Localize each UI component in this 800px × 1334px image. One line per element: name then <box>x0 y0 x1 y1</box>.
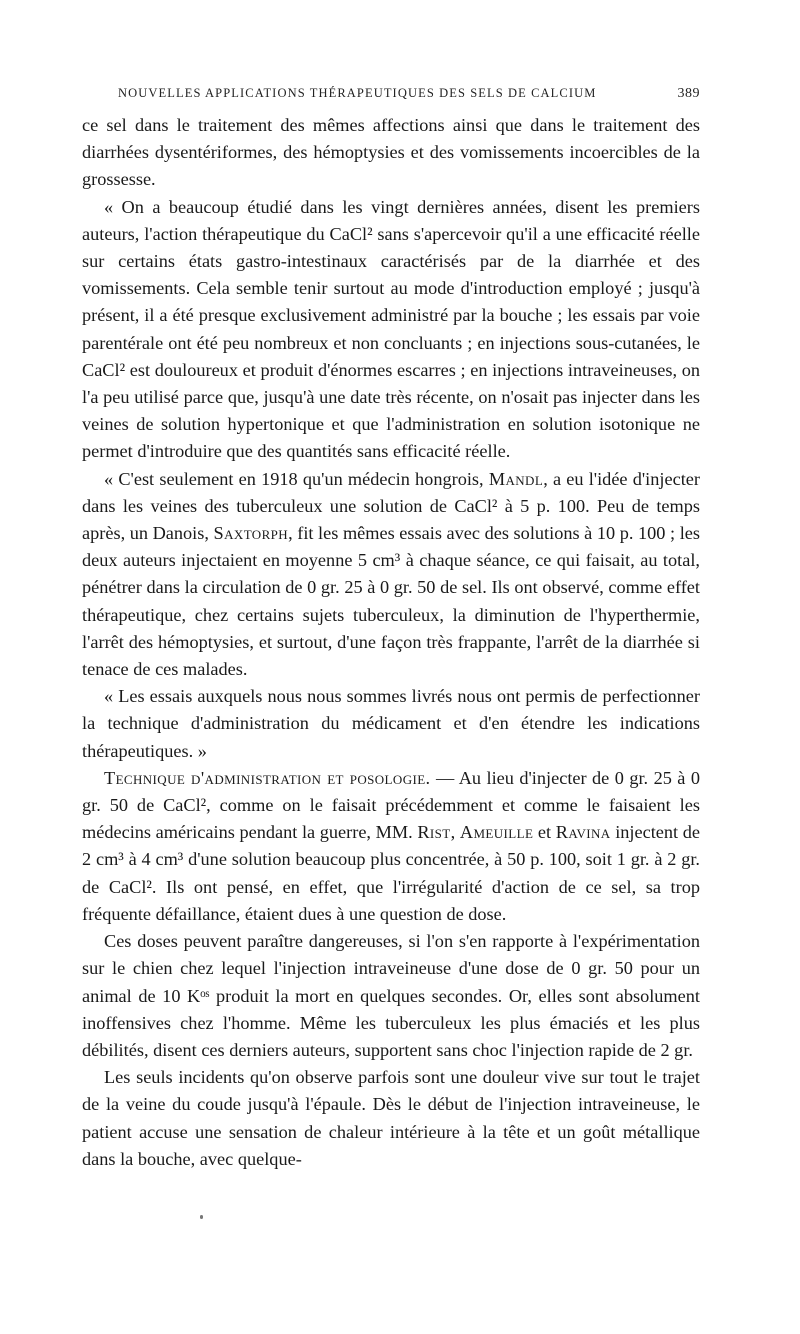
paragraph-5 <box>82 765 700 928</box>
paragraph-3-text-c: , fit les mêmes essais avec des solutions à 10 p. 100 ; les deux auteurs injectaient en moyenne 5 cm³ à chaque séance, ce qui faisait, au total, pénétrer dans la circulation de 0 gr. 25 à 0 gr. 50 de sel. Ils ont observé, comme effet thérapeutique, chez certains sujets tuberculeux, la diminution de l'hyperthermie, l'arrêt des hémoptysies, et surtout, d'une façon très frappante, l'arrêt de la diarrhée si tenace de ces malades. <box>82 523 700 680</box>
body-text <box>82 112 700 1173</box>
paragraph-6: Ces doses peuvent paraître dangereuses, si l'on s'en rapporte à l'expérimentation sur le chien chez lequel l'injection intraveineuse d'une dose de 0 gr. 50 pour un animal de 10 Kᵒˢ produit la mort en quelques secondes. Or, elles sont absolument inoffensives chez l'homme. Même les tuberculeux les plus émaciés et les plus débilités, disent ces derniers auteurs, supportent sans choc l'injection rapide de 2 gr. <box>82 931 700 1060</box>
paragraph-2: « On a beaucoup étudié dans les vingt dernières années, disent les premiers auteurs, l'action thérapeutique du CaCl² sans s'apercevoir qu'il a une efficacité réelle sur certains états gastro-intestinaux caractérisés par de la diarrhée et des vomissements. Cela semble tenir surtout au mode d'introduction employé ; jusqu'à présent, il a été presque exclusivement administré par la bouche ; les essais par voie parentérale ont été peu nombreux et non concluants ; en injections sous-cutanées, le CaCl² est douloureux et produit d'énormes escarres ; en injections intraveineuses, on l'a peu utilisé parce que, jusqu'à une date très récente, on n'osait pas injecter dans les veines de solution hypertonique et que l'administration en solution isotonique ne permet d'introduire que des quantités sans efficacité réelle. <box>82 196 700 462</box>
paragraph-3-text-b: , a eu l'idée d'injecter dans les veines des tuberculeux une solution de CaCl² à 5 p. 100. Peu de temps après, un Danois, <box>82 468 700 544</box>
author-name-saxtorph: Saxtorph <box>213 523 289 544</box>
page-number: 389 <box>677 86 700 101</box>
author-name-ravina: Ravina <box>555 822 611 843</box>
paragraph-3-text-a: « C'est seulement en 1918 qu'un médecin hongrois, <box>104 468 484 489</box>
author-name-ameuille: Ameuille <box>459 822 534 843</box>
running-header <box>82 86 700 112</box>
book-page <box>82 86 700 1173</box>
author-name-mandl: Mandl <box>488 468 544 489</box>
separator-et: et <box>537 822 552 843</box>
paragraph-5-text-b: injectent de 2 cm³ à 4 cm³ d'une solution beaucoup plus concentrée, à 50 p. 100, soit 1 gr. à 2 gr. de CaCl². Ils ont pensé, en effet, que l'irrégularité d'action de ce sel, sa trop fréquente défaillance, étaient dues à une question de dose. <box>82 822 701 924</box>
paragraph-3 <box>82 466 700 684</box>
paragraph-4: « Les essais auxquels nous nous sommes livrés nous ont permis de perfectionner la technique d'administration du médicament et d'en étendre les indications thérapeutiques. » <box>82 686 700 761</box>
section-heading: Technique d'administration et posologie. <box>104 767 431 788</box>
author-name-rist: Rist <box>417 822 451 843</box>
paragraph-5-text-a: — Au lieu d'injecter de 0 gr. 25 à 0 gr. 50 de CaCl², comme on le faisait précédemment et comme le faisaient les médecins américains pendant la guerre, MM. <box>82 767 701 843</box>
paragraph-1: ce sel dans le traitement des mêmes affections ainsi que dans le traitement des diarrhées dysentériformes, des hémoptysies et des vomissements incoercibles de la grossesse. <box>82 115 700 190</box>
separator-comma: , <box>450 822 456 843</box>
running-title: NOUVELLES APPLICATIONS THÉRAPEUTIQUES DES SELS DE CALCIUM <box>118 86 597 100</box>
ink-speck <box>200 1215 203 1219</box>
paragraph-7: Les seuls incidents qu'on observe parfois sont une douleur vive sur tout le trajet de la veine du coude jusqu'à l'épaule. Dès le début de l'injection intraveineuse, le patient accuse une sensation de chaleur intérieure à la tête et un goût métallique dans la bouche, avec quelque- <box>82 1067 700 1169</box>
